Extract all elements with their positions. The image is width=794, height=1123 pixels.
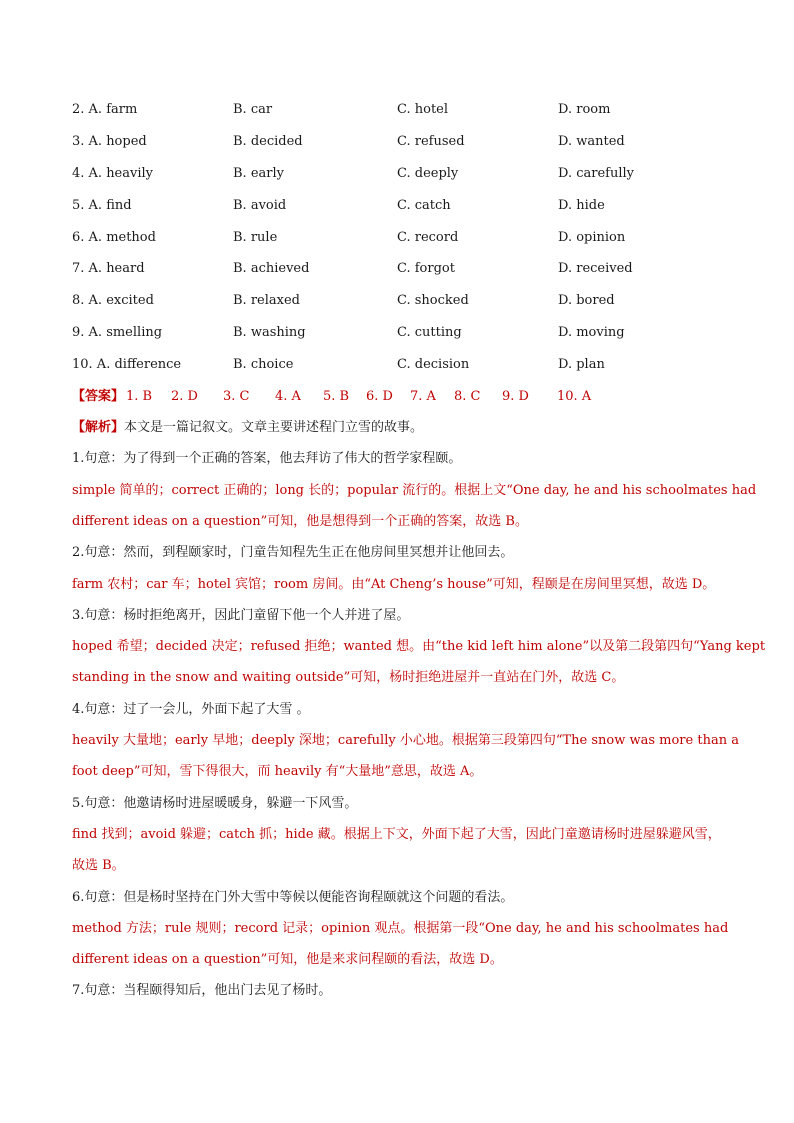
option-c: C. record bbox=[397, 229, 459, 245]
analysis-line: 1.句意：为了得到一个正确的答案，他去拜访了伟大的哲学家程颐。 bbox=[72, 451, 462, 466]
option-d: D. room bbox=[558, 102, 611, 117]
option-row bbox=[72, 291, 732, 323]
option-d: D. plan bbox=[558, 357, 605, 373]
option-a: 6. A. method bbox=[72, 229, 156, 245]
option-c: C. shocked bbox=[397, 293, 469, 309]
option-a: 10. A. difference bbox=[72, 357, 182, 373]
option-a: 5. A. find bbox=[72, 197, 132, 213]
option-row bbox=[72, 164, 732, 196]
option-row bbox=[72, 355, 732, 387]
analysis-line: hoped 希望；decided 决定；refused 拒绝；wanted 想。由“the kid left him alone”以及第二段第四句“Yang kept bbox=[72, 639, 766, 654]
option-a: 4. A. heavily bbox=[72, 165, 154, 181]
analysis-intro-line bbox=[72, 418, 423, 438]
option-a: 2. A. farm bbox=[72, 102, 138, 117]
answer-item: 2. D bbox=[171, 389, 198, 404]
analysis-line: method 方法；rule 规则；record 记录；opinion 观点。根据第一段“One day, he and his schoolmates had bbox=[72, 921, 729, 936]
option-b: B. relaxed bbox=[233, 293, 300, 309]
answer-item: 6. D bbox=[366, 389, 393, 404]
analysis-line: farm 农村；car 车；hotel 宾馆；room 房间。由“At Cheng’s house”可知，程颐是在房间里冥想，故选 D。 bbox=[72, 577, 716, 592]
option-d: D. moving bbox=[558, 325, 625, 341]
answer-item: 9. D bbox=[502, 389, 529, 404]
analysis-line: 2.句意：然而，到程颐家时，门童告知程先生正在他房间里冥想并让他回去。 bbox=[72, 545, 514, 560]
option-c: C. decision bbox=[397, 357, 470, 373]
option-b: B. achieved bbox=[233, 261, 310, 277]
option-b: B. washing bbox=[233, 325, 306, 341]
analysis-line: heavily 大量地；early 早地；deeply 深地；carefully 小心地。根据第三段第四句“The snow was more than a bbox=[72, 733, 739, 748]
option-c: C. hotel bbox=[397, 102, 449, 117]
analysis-line: 3.句意：杨时拒绝离开，因此门童留下他一个人并进了屋。 bbox=[72, 608, 410, 623]
option-a: 9. A. smelling bbox=[72, 325, 163, 341]
option-d: D. carefully bbox=[558, 165, 635, 181]
option-c: C. forgot bbox=[397, 261, 455, 277]
option-c: C. catch bbox=[397, 197, 451, 213]
answer-item: 7. A bbox=[410, 389, 436, 404]
analysis-line: standing in the snow and waiting outside”可知，杨时拒绝进屋并一直站在门外，故选 C。 bbox=[72, 670, 625, 685]
analysis-line: different ideas on a question”可知，他是来求问程颐的看法，故选 D。 bbox=[72, 952, 503, 967]
options-table bbox=[72, 100, 732, 387]
option-a: 8. A. excited bbox=[72, 293, 154, 309]
option-c: C. refused bbox=[397, 133, 465, 149]
option-row bbox=[72, 323, 732, 355]
analysis-line: 5.句意：他邀请杨时进屋暖暖身，躲避一下风雪。 bbox=[72, 796, 358, 811]
answer-item: 8. C bbox=[454, 389, 481, 404]
option-d: D. wanted bbox=[558, 133, 625, 149]
answer-item: 1. B bbox=[126, 389, 153, 404]
option-b: B. choice bbox=[233, 357, 294, 373]
option-d: D. hide bbox=[558, 197, 605, 213]
option-b: B. car bbox=[233, 102, 273, 117]
option-row bbox=[72, 228, 732, 260]
option-row bbox=[72, 259, 732, 291]
option-a: 7. A. heard bbox=[72, 261, 145, 277]
answer-item: 10. A bbox=[557, 389, 592, 404]
option-d: D. opinion bbox=[558, 229, 626, 245]
option-b: B. avoid bbox=[233, 197, 287, 213]
option-b: B. early bbox=[233, 165, 284, 181]
option-b: B. decided bbox=[233, 133, 303, 149]
analysis-line: foot deep”可知，雪下得很大，而 heavily 有“大量地”意思，故选 A。 bbox=[72, 764, 483, 779]
answer-item: 5. B bbox=[323, 389, 350, 404]
option-c: C. deeply bbox=[397, 165, 459, 181]
analysis-line: 6.句意：但是杨时坚持在门外大雪中等候以便能咨询程颐就这个问题的看法。 bbox=[72, 890, 514, 905]
analysis-line: 故选 B。 bbox=[72, 858, 125, 873]
option-a: 3. A. hoped bbox=[72, 133, 147, 149]
option-b: B. rule bbox=[233, 229, 278, 245]
analysis-line: simple 简单的；correct 正确的；long 长的；popular 流行的。根据上文“One day, he and his schoolmates had bbox=[72, 483, 757, 498]
option-row bbox=[72, 132, 732, 164]
answer-key bbox=[72, 387, 592, 407]
analysis-intro: 本文是一篇记叙文。文章主要讲述程门立雪的故事。 bbox=[124, 420, 424, 435]
analysis-line: 7.句意：当程颐得知后，他出门去见了杨时。 bbox=[72, 983, 332, 998]
option-d: D. bored bbox=[558, 293, 615, 309]
option-c: C. cutting bbox=[397, 325, 462, 341]
option-row bbox=[72, 100, 732, 132]
analysis-line: find 找到；avoid 躲避；catch 抓；hide 藏。根据上下文，外面下起了大雪，因此门童邀请杨时进屋躲避风雪， bbox=[72, 827, 721, 842]
option-row bbox=[72, 196, 732, 228]
analysis-label: 【解析】 bbox=[72, 420, 125, 435]
analysis-line: different ideas on a question”可知，他是想得到一个正确的答案，故选 B。 bbox=[72, 514, 528, 529]
analysis-line: 4.句意：过了一会儿，外面下起了大雪 。 bbox=[72, 702, 310, 717]
answer-item: 4. A bbox=[275, 389, 301, 404]
answer-label: 【答案】 bbox=[72, 389, 125, 404]
option-d: D. received bbox=[558, 261, 633, 277]
answer-item: 3. C bbox=[223, 389, 250, 404]
